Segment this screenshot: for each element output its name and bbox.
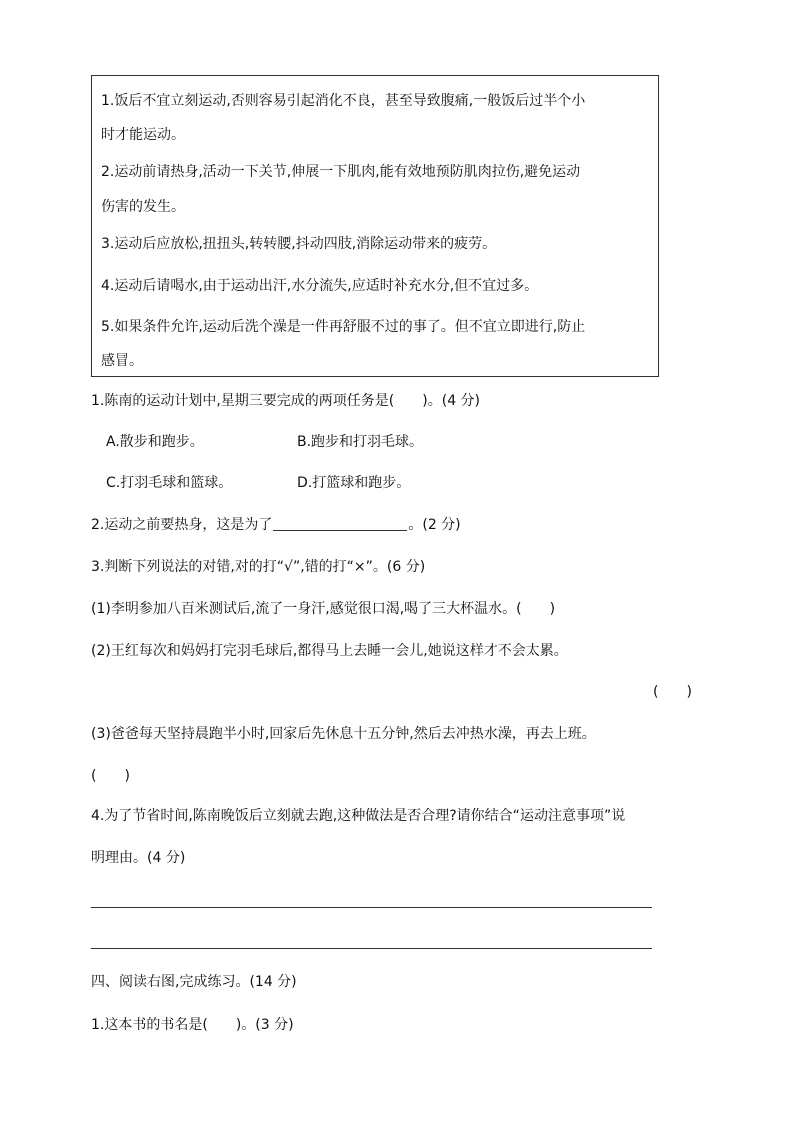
answer-line[interactable] xyxy=(91,907,652,908)
option-b: B.跑步和打羽毛球。 xyxy=(297,434,424,450)
question-2 xyxy=(91,518,461,532)
question-1: 1.陈南的运动计划中,星期三要完成的两项任务是( )。(4 分) xyxy=(91,393,481,409)
judge-item-2: (2)王红每次和妈妈打完羽毛球后,都得马上去睡一会儿,她说这样才不会太累。 xyxy=(91,643,568,659)
note-line: 时才能运动。 xyxy=(101,127,185,143)
question-4-cont: 明理由。(4 分) xyxy=(91,850,186,866)
question-2-prefix: 2.运动之前要热身，这是为了 xyxy=(91,517,273,533)
note-line: 3.运动后应放松,扭扭头,转转腰,抖动四肢,消除运动带来的疲劳。 xyxy=(101,236,497,252)
question-3: 3.判断下列说法的对错,对的打“√”,错的打“×”。(6 分) xyxy=(91,559,426,575)
section-4-title: 四、阅读右图,完成练习。(14 分) xyxy=(91,974,297,990)
question-2-suffix: 。(2 分) xyxy=(408,517,461,533)
question-4: 4.为了节省时间,陈南晚饭后立刻就去跑,这种做法是否合理?请你结合“运动注意事项”说 xyxy=(91,808,626,824)
note-line: 4.运动后请喝水,由于运动出汗,水分流失,应适时补充水分,但不宜过多。 xyxy=(101,278,539,294)
exercise-notes-box xyxy=(91,75,659,377)
judge-item-3-paren: ( ) xyxy=(91,768,130,784)
note-line: 感冒。 xyxy=(101,353,143,369)
option-a: A.散步和跑步。 xyxy=(106,434,204,450)
section-4-question-1: 1.这本书的书名是( )。(3 分) xyxy=(91,1017,294,1033)
answer-line[interactable] xyxy=(91,948,652,949)
option-d: D.打篮球和跑步。 xyxy=(297,475,411,491)
judge-item-1: (1)李明参加八百米测试后,流了一身汗,感觉很口渴,喝了三大杯温水。( ) xyxy=(91,601,556,617)
note-line: 2.运动前请热身,活动一下关节,伸展一下肌肉,能有效地预防肌肉拉伤,避免运动 xyxy=(101,164,581,180)
judge-item-2-paren: ( ) xyxy=(653,684,692,700)
judge-item-3: (3)爸爸每天坚持晨跑半小时,回家后先休息十五分钟,然后去冲热水澡，再去上班。 xyxy=(91,726,596,742)
note-line: 1.饭后不宜立刻运动,否则容易引起消化不良，甚至导致腹痛,一般饭后过半个小 xyxy=(101,93,586,109)
answer-blank[interactable] xyxy=(273,530,407,531)
note-line: 伤害的发生。 xyxy=(101,199,185,215)
option-c: C.打羽毛球和篮球。 xyxy=(106,475,233,491)
note-line: 5.如果条件允许,运动后洗个澡是一件再舒服不过的事了。但不宜立即进行,防止 xyxy=(101,319,586,335)
